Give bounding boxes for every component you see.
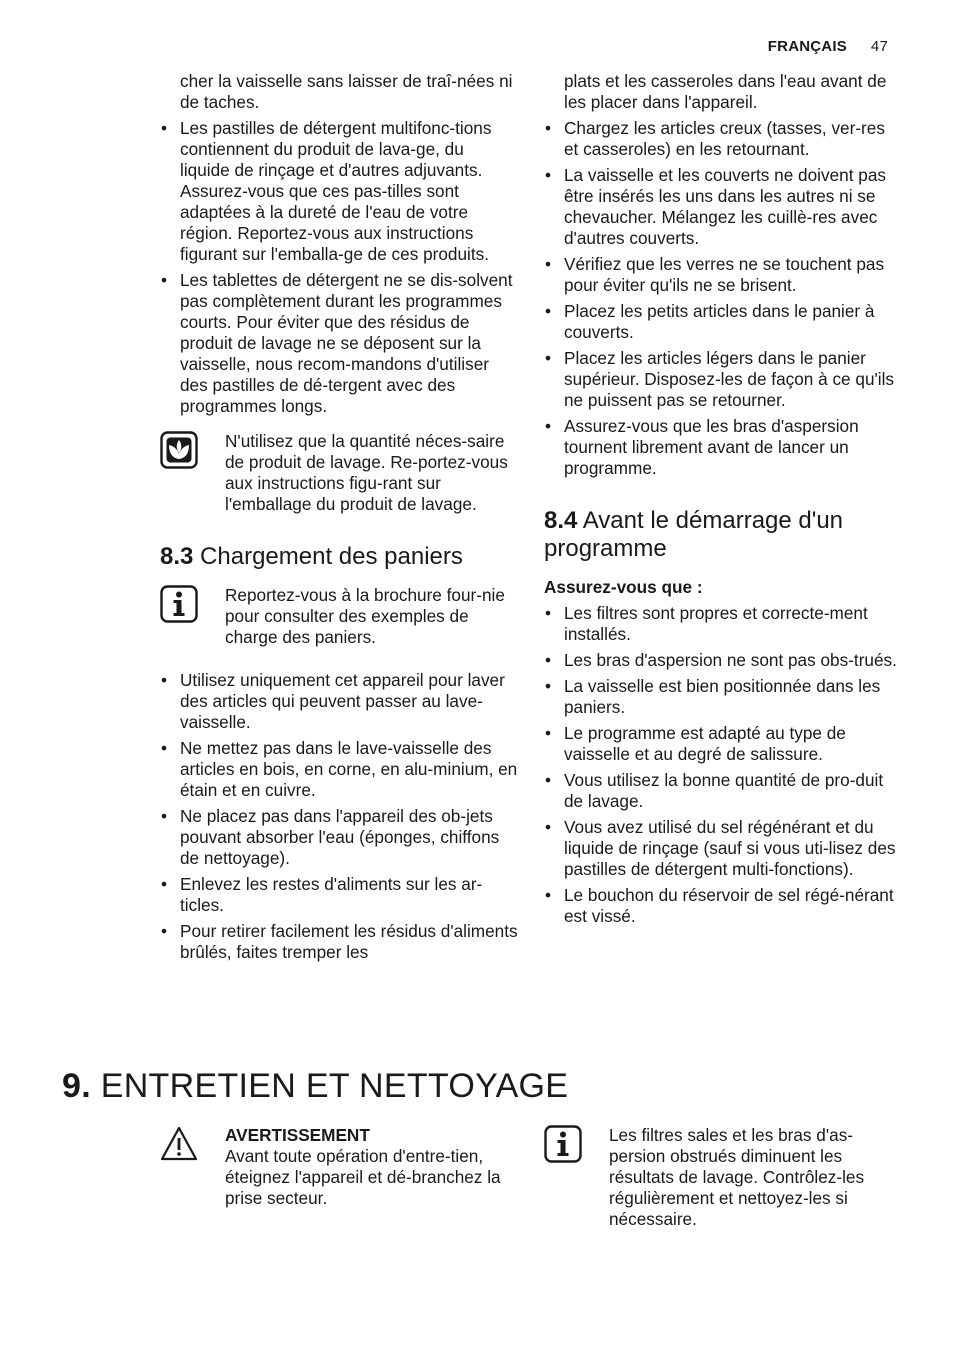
list-item: • Placez les articles légers dans le panier supérieur. Disposez-les de façon à ce qu'ils ne puissent pas se retourner. <box>544 348 899 411</box>
section-heading-8-3 <box>160 543 518 571</box>
info-note-chapter-9 <box>544 1125 899 1230</box>
chapter-number: 9. <box>62 1067 91 1105</box>
list-item: • Vérifiez que les verres ne se touchent pas pour éviter qu'ils ne se brisent. <box>544 254 899 296</box>
environment-note <box>160 431 518 515</box>
bullet-list <box>544 603 899 927</box>
left-column <box>160 71 518 963</box>
list-item: • Utilisez uniquement cet appareil pour laver des articles qui peuvent passer au lave-vaisselle. <box>160 670 518 733</box>
bullet-list <box>160 118 518 417</box>
warning-text: Avant toute opération d'entre-tien, éteignez l'appareil et dé-branchez la prise secteur. <box>225 1146 501 1208</box>
continuation-text: cher la vaisselle sans laisser de traî-nées ni de taches. <box>180 71 513 112</box>
list-item: • Les bras d'aspersion ne sont pas obs-trués. <box>544 650 899 671</box>
info-note <box>160 585 518 648</box>
leaf-icon <box>160 431 198 469</box>
list-item: • Vous avez utilisé du sel régénérant et du liquide de rinçage (sauf si vous uti-lisez des pastilles de détergent multi-fonctions). <box>544 817 899 880</box>
continuation-text: plats et les casseroles dans l'eau avant de les placer dans l'appareil. <box>564 71 887 112</box>
subheading: Assurez-vous que : <box>544 577 703 597</box>
list-item: • Ne placez pas dans l'appareil des ob-jets pouvant absorber l'eau (éponges, chiffons de nettoyage). <box>160 806 518 869</box>
list-item: • Placez les petits articles dans le panier à couverts. <box>544 301 899 343</box>
warning-triangle-icon <box>160 1125 198 1163</box>
list-item: • Le bouchon du réservoir de sel régé-nérant est vissé. <box>544 885 899 927</box>
right-column <box>544 71 899 927</box>
list-item: • Enlevez les restes d'aliments sur les ar-ticles. <box>160 874 518 916</box>
warning-note <box>160 1125 520 1209</box>
list-item: • La vaisselle est bien positionnée dans les paniers. <box>544 676 899 718</box>
language-label: FRANÇAIS <box>767 38 847 55</box>
page-header <box>768 38 888 55</box>
note-text: N'utilisez que la quantité néces-saire de produit de lavage. Re-portez-vous aux instructions figu-rant sur l'emballage du produit de lavage. <box>225 431 508 514</box>
list-item: • Le programme est adapté au type de vaisselle et au degré de salissure. <box>544 723 899 765</box>
list-item: • Ne mettez pas dans le lave-vaisselle des articles en bois, en corne, en alu-minium, en étain et en cuivre. <box>160 738 518 801</box>
section-title: Chargement des paniers <box>200 543 463 570</box>
list-item: • Vous utilisez la bonne quantité de pro-duit de lavage. <box>544 770 899 812</box>
warning-content <box>225 1125 520 1209</box>
list-item: • Chargez les articles creux (tasses, ver-res et casseroles) en les retournant. <box>544 118 899 160</box>
bullet-list <box>160 670 518 963</box>
note-text: Reportez-vous à la brochure four-nie pour consulter des exemples de charge des paniers. <box>225 585 505 647</box>
bullet-list <box>544 118 899 479</box>
section-heading-8-4 <box>544 507 899 563</box>
list-item: • Les filtres sont propres et correcte-ment installés. <box>544 603 899 645</box>
list-item: • Pour retirer facilement les résidus d'aliments brûlés, faites tremper les <box>160 921 518 963</box>
list-item: • Assurez-vous que les bras d'aspersion tournent librement avant de lancer un programme. <box>544 416 899 479</box>
page-number: 47 <box>870 38 888 55</box>
section-title: Avant le démarrage d'un programme <box>544 507 844 562</box>
note-text: Les filtres sales et les bras d'as-persion obstrués diminuent les résultats de lavage. Contrôlez-les régulièrement et nettoyez-les si nécessaire. <box>609 1125 865 1229</box>
list-item: • Les tablettes de détergent ne se dis-solvent pas complètement durant les programmes courts. Pour éviter que des résidus de produit de lavage ne se déposent sur la vaisselle, nous recom-mandons d'utiliser des pastilles de dé-tergent avec des programmes longs. <box>160 270 518 417</box>
info-icon <box>160 585 198 623</box>
warning-title: AVERTISSEMENT <box>225 1125 370 1145</box>
list-item: • Les pastilles de détergent multifonc-tions contiennent du produit de lava-ge, du liquide de rinçage et d'autres adjuvants. Assurez-vous que ces pas-tilles sont adaptées à la dureté de l'eau de votre région. Reportez-vous aux instructions figurant sur l'emballa-ge de ces produits. <box>160 118 518 265</box>
section-number: 8.3 <box>160 543 194 570</box>
chapter-title: ENTRETIEN ET NETTOYAGE <box>100 1067 569 1105</box>
info-icon <box>544 1125 582 1163</box>
list-item: • La vaisselle et les couverts ne doivent pas être insérés les uns dans les autres ni se chevaucher. Mélangez les cuillè-res avec d'autres couverts. <box>544 165 899 249</box>
section-number: 8.4 <box>544 507 578 534</box>
chapter-heading <box>62 1066 568 1106</box>
